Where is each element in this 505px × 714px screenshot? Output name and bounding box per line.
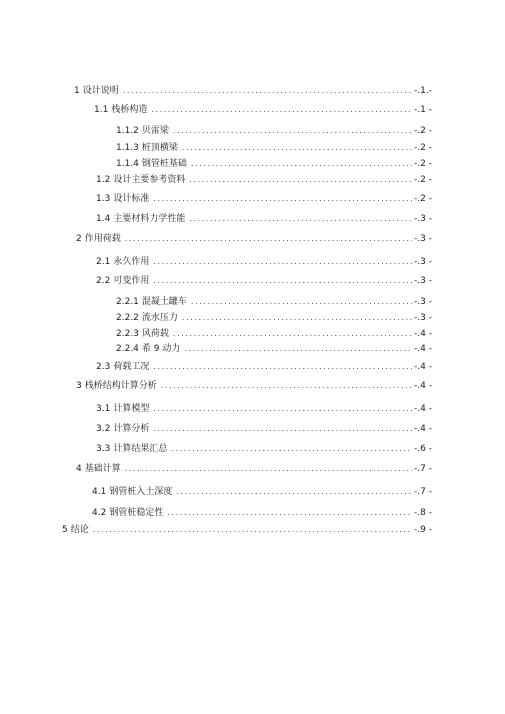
toc-entry-page-number: -.3 - bbox=[414, 313, 432, 323]
toc-entry-title: 栈桥结构计算分析 bbox=[84, 381, 157, 391]
toc-entry-title: 桩顶横梁 bbox=[141, 143, 178, 153]
toc-entry-page-number: -.3 - bbox=[414, 257, 432, 267]
toc-entry-title: 钢管桩入土深度 bbox=[109, 487, 173, 497]
toc-entry-page-number: -.4 - bbox=[414, 424, 432, 434]
toc-entry-title: 流水压力 bbox=[141, 313, 178, 323]
toc-entry-number: 2.2.1 bbox=[116, 297, 139, 307]
toc-dot-leader bbox=[176, 486, 412, 497]
toc-entry[interactable] bbox=[96, 275, 432, 287]
toc-dot-leader bbox=[173, 328, 412, 339]
toc-dot-leader bbox=[153, 275, 412, 286]
toc-entry-title: 可变作用 bbox=[113, 276, 150, 286]
toc-entry[interactable] bbox=[96, 443, 432, 455]
toc-dot-leader bbox=[93, 524, 412, 535]
toc-entry-title: 计算模型 bbox=[113, 404, 150, 414]
toc-entry-title: 希 9 动力 bbox=[141, 344, 181, 354]
toc-entry-title: 风荷载 bbox=[141, 329, 169, 339]
toc-entry-number: 1.1.3 bbox=[116, 143, 139, 153]
toc-entry-title: 结论 bbox=[70, 525, 89, 535]
toc-dot-leader bbox=[153, 256, 412, 267]
toc-entry-title: 设计主要参考资料 bbox=[113, 175, 186, 185]
toc-entry-page-number: -.2 - bbox=[414, 194, 432, 204]
toc-entry[interactable] bbox=[96, 174, 432, 186]
toc-entry-number: 5 bbox=[62, 525, 68, 535]
toc-entry-page-number: -.3 - bbox=[414, 214, 432, 224]
toc-entry[interactable] bbox=[96, 361, 432, 373]
toc-entry-page-number: -.7 - bbox=[414, 487, 432, 497]
toc-entry-number: 1.1 bbox=[94, 105, 109, 115]
toc-dot-leader bbox=[151, 104, 412, 115]
toc-dot-leader bbox=[161, 380, 412, 391]
toc-dot-leader bbox=[125, 463, 412, 474]
toc-entry-number: 1 bbox=[74, 86, 80, 96]
toc-entry-number: 2.2 bbox=[96, 276, 111, 286]
toc-entry-number: 2.2.2 bbox=[116, 313, 139, 323]
toc-entry-number: 1.2 bbox=[96, 175, 111, 185]
toc-dot-leader bbox=[171, 443, 412, 454]
toc-entry-page-number: -.1 - bbox=[414, 105, 432, 115]
toc-entry[interactable] bbox=[76, 463, 432, 475]
toc-dot-leader bbox=[123, 85, 412, 96]
toc-dot-leader bbox=[191, 296, 412, 307]
toc-entry[interactable] bbox=[92, 507, 432, 519]
toc-entry-page-number: -.4 - bbox=[414, 362, 432, 372]
toc-entry[interactable] bbox=[116, 142, 432, 154]
toc-dot-leader bbox=[153, 403, 412, 414]
toc-entry[interactable] bbox=[116, 343, 432, 355]
toc-entry-title: 设计标准 bbox=[113, 194, 150, 204]
toc-entry-number: 2.2.3 bbox=[116, 329, 139, 339]
toc-entry[interactable] bbox=[116, 296, 432, 308]
toc-entry-number: 4 bbox=[76, 464, 82, 474]
toc-dot-leader bbox=[184, 343, 412, 354]
toc-entry-title: 基础计算 bbox=[84, 464, 121, 474]
toc-entry-number: 1.3 bbox=[96, 194, 111, 204]
toc-dot-leader bbox=[173, 125, 412, 136]
toc-entry[interactable] bbox=[96, 193, 432, 205]
toc-entry-page-number: -.3 - bbox=[414, 234, 432, 244]
toc-dot-leader bbox=[189, 174, 412, 185]
toc-entry-title: 计算分析 bbox=[113, 424, 150, 434]
toc-entry-page-number: -.6 - bbox=[414, 444, 432, 454]
toc-entry-page-number: -.1.- bbox=[414, 86, 432, 96]
toc-dot-leader bbox=[191, 158, 412, 169]
toc-entry-page-number: -.2 - bbox=[414, 159, 432, 169]
toc-entry-title: 永久作用 bbox=[113, 257, 150, 267]
toc-entry-page-number: -.8 - bbox=[414, 508, 432, 518]
toc-entry[interactable] bbox=[116, 125, 432, 137]
toc-entry-title: 混凝土罐车 bbox=[141, 297, 187, 307]
toc-entry-page-number: -.4 - bbox=[414, 381, 432, 391]
toc-dot-leader bbox=[153, 361, 412, 372]
toc-dot-leader bbox=[189, 213, 412, 224]
toc-entry-title: 设计说明 bbox=[82, 86, 119, 96]
toc-entry-number: 2 bbox=[76, 234, 82, 244]
toc-entry[interactable] bbox=[96, 403, 432, 415]
toc-entry-page-number: -.4 - bbox=[414, 404, 432, 414]
toc-dot-leader bbox=[167, 507, 412, 518]
toc-dot-leader bbox=[182, 312, 412, 323]
toc-entry-page-number: -.3 - bbox=[414, 276, 432, 286]
toc-entry-number: 4.2 bbox=[92, 508, 107, 518]
toc-entry[interactable] bbox=[116, 312, 432, 324]
toc-entry[interactable] bbox=[96, 213, 432, 225]
toc-entry-title: 钢管桩基础 bbox=[141, 159, 187, 169]
toc-entry-number: 4.1 bbox=[92, 487, 107, 497]
toc-entry-number: 2.2.4 bbox=[116, 344, 139, 354]
toc-entry-page-number: -.7 - bbox=[414, 464, 432, 474]
toc-dot-leader bbox=[182, 142, 412, 153]
toc-entry-title: 钢管桩稳定性 bbox=[109, 508, 164, 518]
toc-entry-number: 2.3 bbox=[96, 362, 111, 372]
toc-entry-title: 计算结果汇总 bbox=[113, 444, 168, 454]
toc-entry-title: 荷载工况 bbox=[113, 362, 150, 372]
toc-entry-page-number: -.2 - bbox=[414, 143, 432, 153]
toc-entry[interactable] bbox=[74, 85, 432, 97]
toc-entry-page-number: -.2 - bbox=[414, 175, 432, 185]
toc-entry-number: 3.3 bbox=[96, 444, 111, 454]
toc-entry[interactable] bbox=[94, 104, 432, 116]
toc-entry[interactable] bbox=[92, 486, 432, 498]
toc-entry[interactable] bbox=[76, 233, 432, 245]
toc-dot-leader bbox=[153, 193, 412, 204]
toc-entry-number: 3.1 bbox=[96, 404, 111, 414]
toc-entry-page-number: -.4 - bbox=[414, 329, 432, 339]
toc-entry-page-number: -.2 - bbox=[414, 126, 432, 136]
toc-entry[interactable] bbox=[62, 524, 432, 536]
toc-entry-title: 主要材料力学性能 bbox=[113, 214, 186, 224]
toc-dot-leader bbox=[125, 233, 412, 244]
toc-entry-title: 作用荷载 bbox=[84, 234, 121, 244]
toc-entry[interactable] bbox=[76, 380, 432, 392]
toc-entry-title: 贝雷梁 bbox=[141, 126, 169, 136]
toc-entry[interactable] bbox=[96, 423, 432, 435]
toc-entry-page-number: -.9 - bbox=[414, 525, 432, 535]
toc-entry-title: 栈桥构造 bbox=[111, 105, 148, 115]
toc-dot-leader bbox=[153, 423, 412, 434]
toc-entry-number: 2.1 bbox=[96, 257, 111, 267]
toc-entry-number: 3 bbox=[76, 381, 82, 391]
toc-entry[interactable] bbox=[116, 328, 432, 340]
toc-entry[interactable] bbox=[116, 158, 432, 170]
toc-entry-number: 1.1.2 bbox=[116, 126, 139, 136]
toc-entry-page-number: -.4 - bbox=[414, 344, 432, 354]
toc-entry[interactable] bbox=[96, 256, 432, 268]
toc-entry-number: 1.4 bbox=[96, 214, 111, 224]
toc-entry-page-number: -.3 - bbox=[414, 297, 432, 307]
toc-entry-number: 3.2 bbox=[96, 424, 111, 434]
toc-entry-number: 1.1.4 bbox=[116, 159, 139, 169]
